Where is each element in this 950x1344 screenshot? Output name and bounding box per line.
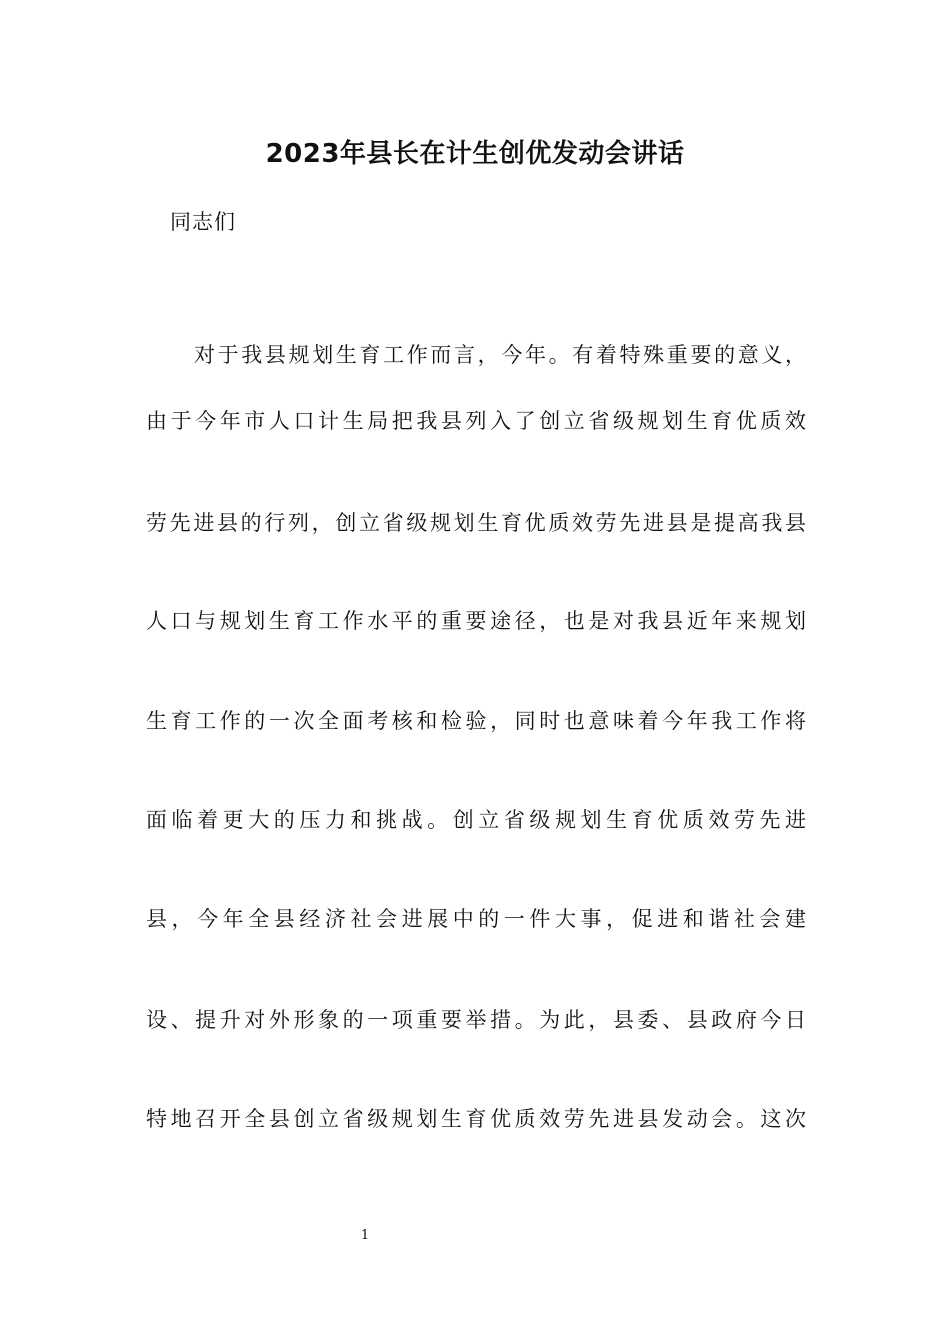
paragraph-line-6: 面临着更大的压力和挑战。创立省级规划生育优质效劳先进 bbox=[146, 808, 806, 832]
paragraph-line-2: 由于今年市人口计生局把我县列入了创立省级规划生育优质效 bbox=[146, 409, 806, 433]
paragraph-line-7: 县，今年全县经济社会进展中的一件大事，促进和谐社会建 bbox=[146, 907, 806, 931]
paragraph-line-9: 特地召开全县创立省级规划生育优质效劳先进县发动会。这次 bbox=[146, 1107, 806, 1131]
paragraph-line-4: 人口与规划生育工作水平的重要途径，也是对我县近年来规划 bbox=[146, 609, 806, 633]
paragraph-line-3: 劳先进县的行列，创立省级规划生育优质效劳先进县是提高我县 bbox=[146, 511, 806, 535]
salutation: 同志们 bbox=[170, 210, 236, 234]
page-number: 1 bbox=[360, 1228, 370, 1243]
paragraph-line-5: 生育工作的一次全面考核和检验，同时也意味着今年我工作将 bbox=[146, 709, 806, 733]
document-title: 2023年县长在计生创优发动会讲话 bbox=[265, 139, 685, 169]
paragraph-line-8: 设、提升对外形象的一项重要举措。为此，县委、县政府今日 bbox=[146, 1008, 806, 1032]
paragraph-line-1: 对于我县规划生育工作而言，今年。有着特殊重要的意义， bbox=[194, 343, 806, 367]
